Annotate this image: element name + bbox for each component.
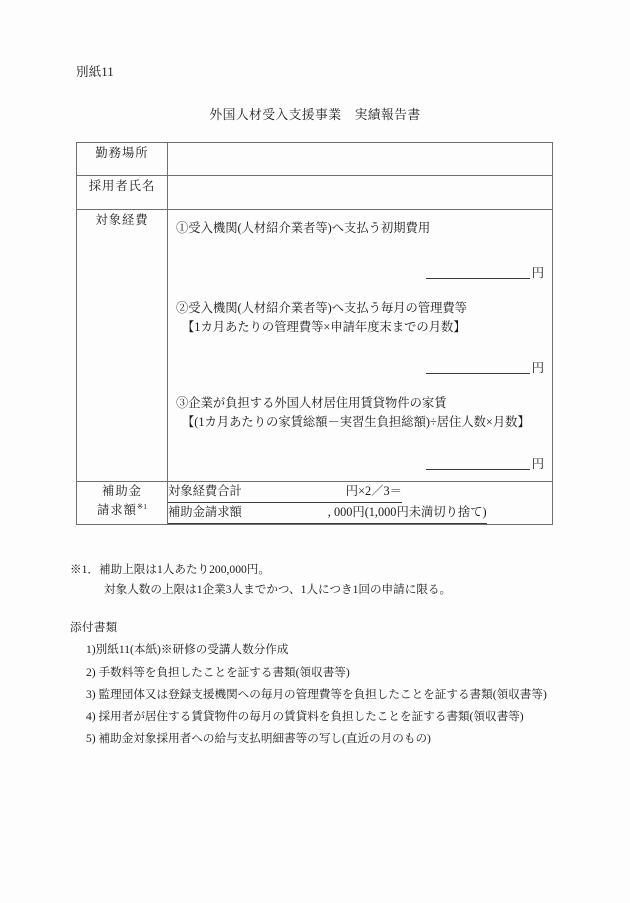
document-title: 外国人材受入支援事業 実績報告書 [209,108,421,122]
table-row-employee-name [77,176,553,210]
list-item: 2) 手数料等を負担したことを証する書類(領収書等) [86,665,350,679]
expense-item-3-text: ③企業が負担する外国人材居住用賃貸物件の家賃 [176,396,447,410]
attachments-section [70,617,547,751]
workplace-label: 勤務場所 [77,143,168,176]
expense-item-3-formula: 【(1カ月あたりの家賃総額－実習生負担総額)÷居住人数×月数】 [182,415,530,430]
subsidy-claim-label [77,482,168,525]
list-item: 1)別紙11(本紙)※研修の受講人数分作成 [86,643,289,657]
subsidy-amount-line[interactable] [168,503,487,524]
subsidy-total-suffix: 円×2／3＝ [345,484,402,498]
target-expense-label: 対象経費 [77,210,168,482]
subsidy-amount-suffix: , 000円(1,000円未満切り捨て) [327,504,487,519]
list-item: 5) 補助金対象採用者への給与支払明細書等の写し(直近の月のもの) [86,732,431,746]
expense-item-3 [168,385,552,481]
expense-item-2-amount[interactable] [426,359,544,378]
subsidy-total-line[interactable] [168,482,402,503]
footnotes [70,560,451,601]
expense-item-1-unit: 円 [531,265,544,280]
expense-item-2-unit: 円 [531,360,544,375]
report-form-table [76,142,553,525]
expense-item-1 [168,210,552,290]
employee-name-input-cell[interactable] [168,176,553,210]
subsidy-total-line-wrap [168,482,552,503]
subsidy-claim-cell [168,482,553,525]
employee-name-label: 採用者氏名 [77,176,168,210]
list-item: 3) 監理団体又は登録支援機関への毎月の管理費等を負担したことを証する書類(領収書等) [86,687,547,701]
footnote-line-1: ※1．補助上限は1人あたり200,000円。 [70,563,270,576]
expense-item-1-amount[interactable] [426,264,544,283]
table-row-workplace [77,143,553,176]
expense-item-3-amount[interactable] [426,455,544,474]
subsidy-claim-footnote-marker: ※1 [136,502,147,512]
expense-item-3-unit: 円 [531,456,544,471]
expense-item-2-text: ②受入機関(人材紹介業者等)へ支払う毎月の管理費等 [176,301,468,315]
expense-item-3-blank[interactable] [426,456,530,470]
target-expense-cell [168,210,553,482]
subsidy-claim-label-line1: 補助金 [102,484,142,498]
expense-item-2-formula: 【1カ月あたりの管理費等×申請年度末までの月数】 [182,320,466,335]
workplace-input-cell[interactable] [168,143,553,176]
subsidy-amount-label: 補助金請求額 [168,504,242,519]
table-row-subsidy-claim [77,482,553,525]
list-item: 4) 採用者が居住する賃貸物件の毎月の賃貸料を負担したことを証する書類(領収書等) [86,710,524,723]
subsidy-amount-line-wrap [168,503,552,524]
expense-item-2 [168,290,552,385]
expense-item-1-blank[interactable] [426,265,530,279]
subsidy-claim-label-line2: 請求額 [97,503,137,518]
table-row-target-expenses [77,210,553,482]
expense-item-2-blank[interactable] [426,360,530,374]
expense-item-1-text: ①受入機関(人材紹介業者等)へ支払う初期費用 [176,221,431,235]
attachments-list [70,639,547,750]
footnote-line-2: 対象人数の上限は1企業3人までかつ、1人につき1回の申請に限る。 [104,583,452,597]
attachments-title: 添付書類 [70,621,118,634]
document-number: 別紙11 [76,65,114,79]
subsidy-total-label: 対象経費合計 [168,484,242,498]
